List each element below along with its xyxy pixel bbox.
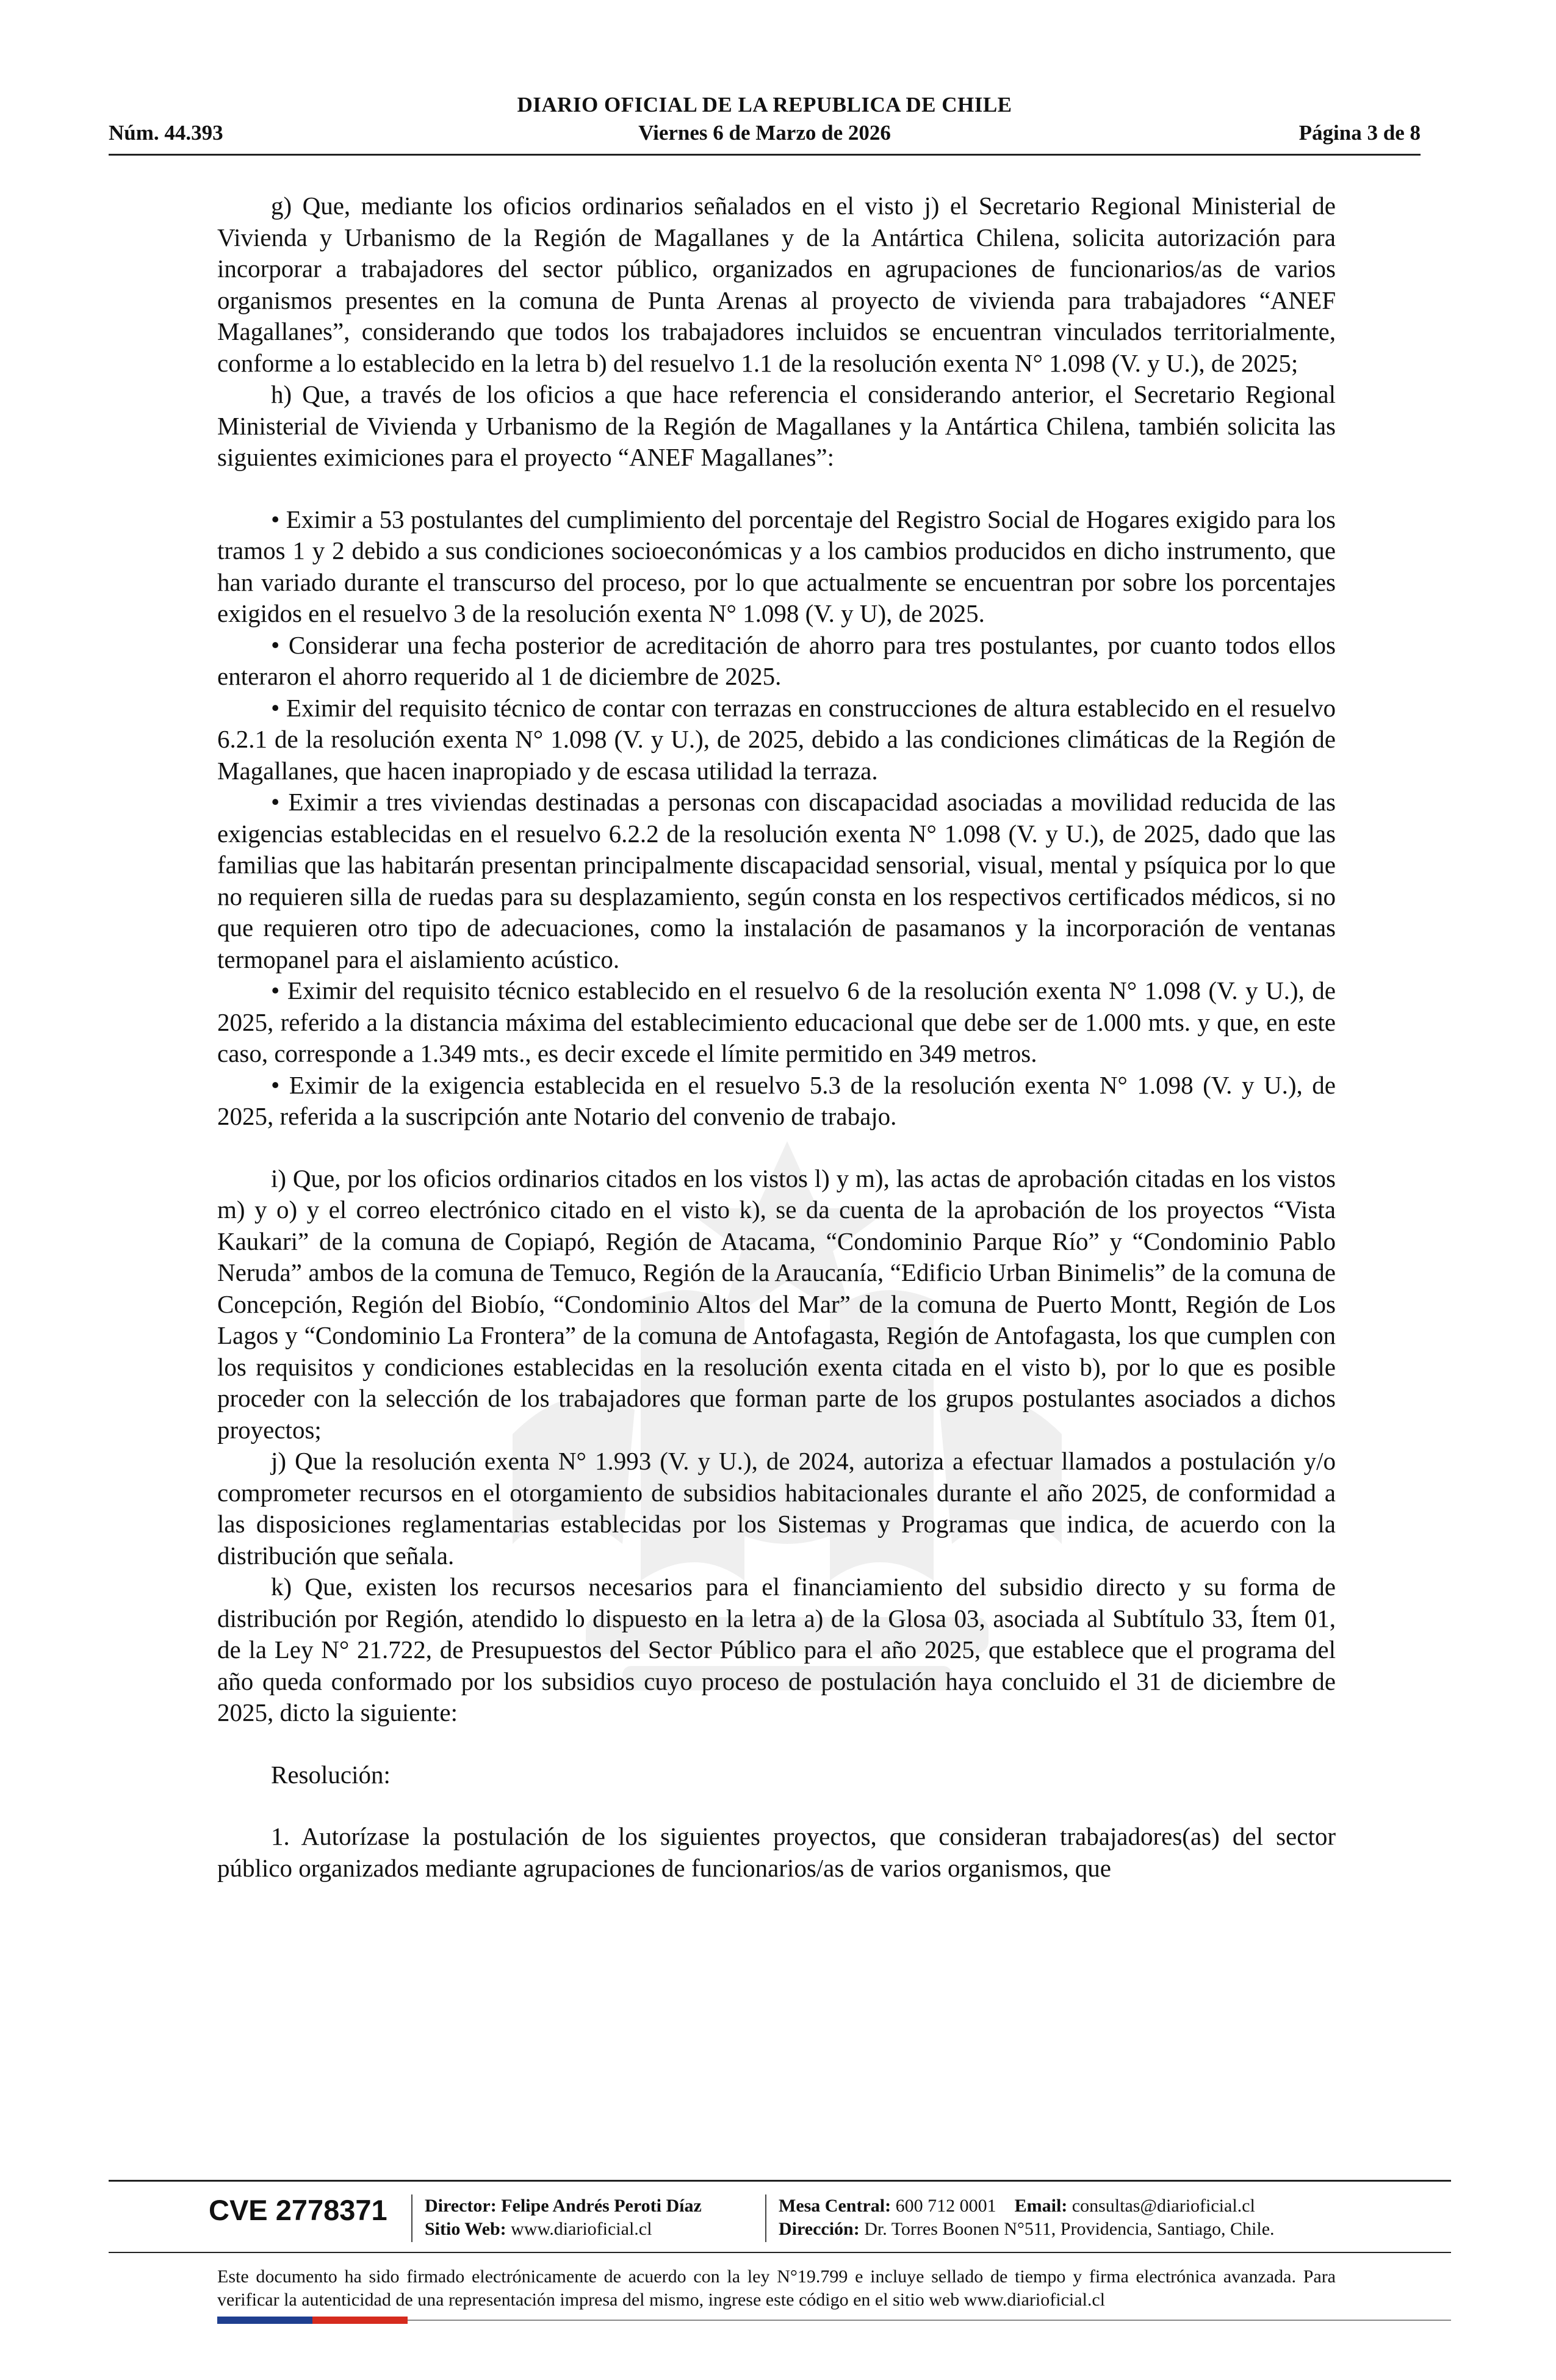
paragraph-i: i) Que, por los oficios ordinarios citados en los vistos l) y m), las actas de aprobación citadas en los vistos m) y o) y el correo electrónico citado en el visto k), se da cuenta de la aprobación de los proyectos “Vista Kaukari” de la comuna de Copiapó, Región de Atacama, “Condominio Parque Río” y “Condominio Pablo Neruda” ambos de la comuna de Temuco, Región de la Araucanía, “Edificio Urban Binimelis” de la comuna de Concepción, Región del Biobío, “Condominio Altos del Mar” de la comuna de Puerto Montt, Región de Los Lagos y “Condominio La Frontera” de la comuna de Antofagasta, Región de Antofagasta, los que cumplen con los requisitos y condiciones establecidas en la resolución exenta citada en el visto b), por lo que es posible proceder con la selección de los trabajadores que forman parte de los grupos postulantes asociados a dichos proyectos; [217, 1164, 1336, 1444]
email-link[interactable]: consultas@diarioficial.cl [1072, 2196, 1255, 2216]
address-label: Dirección: [779, 2219, 860, 2239]
footer-contact-block [779, 2194, 1275, 2241]
footer-director-block [425, 2194, 702, 2241]
spacer [217, 1790, 1336, 1821]
footer-bottom-line [408, 2320, 1451, 2321]
cve-code: CVE 2778371 [209, 2194, 387, 2226]
flag-stripe [217, 2317, 408, 2324]
paragraph-g: g) Que, mediante los oficios ordinarios señalados en el visto j) el Secretario Regional Ministerial de Vivienda y Urbanismo de la Región de Magallanes y de la Antártica Chilena, solicita autorización para incorporar a trabajadores del sector público, organizados en agrupaciones de funcionarios/as de varios organismos presentes en la comuna de Punta Arenas al proyecto de vivienda para trabajadores “ANEF Magallanes”, considerando que todos los trabajadores incluidos se encuentran vinculados territorialmente, conforme a lo establecido en la letra b) del resuelvo 1.1 de la resolución exenta N° 1.098 (V. y U.), de 2025; [217, 192, 1336, 377]
director-label: Director: [425, 2196, 497, 2216]
bullet-item: • Eximir de la exigencia establecida en el resuelvo 5.3 de la resolución exenta N° 1.098 (V. y U.), de 2025, referida a la suscripción ante Notario del convenio de trabajo. [217, 1070, 1336, 1130]
paragraph-j: j) Que la resolución exenta N° 1.993 (V. y U.), de 2024, autoriza a efectuar llamados a postulación y/o comprometer recursos en el otorgamiento de subsidios habitacionales durante el año 2025, de conformidad a las disposiciones reglamentarias establecidas por los Sistemas y Programas que indica, de acuerdo con la distribución que señala. [217, 1447, 1336, 1570]
issue-date: Viernes 6 de Marzo de 2026 [638, 121, 891, 145]
header-divider [109, 154, 1421, 156]
paragraph-h: h) Que, a través de los oficios a que hace referencia el considerando anterior, el Secretario Regional Ministerial de Vivienda y Urbanismo de la Región de Magallanes y la Antártica Chilena, también solicita las siguientes eximiciones para el proyecto “ANEF Magallanes”: [217, 380, 1336, 471]
footer-separator [411, 2194, 412, 2242]
paragraph-k: k) Que, existen los recursos necesarios para el financiamiento del subsidio directo y su forma de distribución por Región, atendido lo dispuesto en la letra a) de la Glosa 03, asociada al Subtítulo 33, Ítem 01, de la Ley N° 21.722, de Presupuestos del Sector Público para el año 2025, que establece que el programa del año queda conformado por los subsidios cuyo proceso de postulación haya concluido el 31 de diciembre de 2025, dicto la siguiente: [217, 1573, 1336, 1726]
spacer [217, 1133, 1336, 1163]
issue-number: Núm. 44.393 [109, 121, 223, 145]
page-indicator: Página 3 de 8 [1298, 121, 1421, 145]
publication-title: DIARIO OFICIAL DE LA REPUBLICA DE CHILE [517, 93, 1012, 117]
spacer [217, 1729, 1336, 1759]
footer-divider [109, 2180, 1451, 2182]
document-body [217, 190, 1336, 1884]
resolution-heading: Resolución: [271, 1760, 391, 1789]
footer-separator [765, 2194, 766, 2242]
bullet-item: • Considerar una fecha posterior de acreditación de ahorro para tres postulantes, por cuanto todos ellos enteraron el ahorro requerido al 1 de diciembre de 2025. [217, 630, 1336, 690]
phone-label: Mesa Central: [779, 2196, 891, 2216]
website-link[interactable]: www.diarioficial.cl [511, 2219, 652, 2239]
header-row [109, 121, 1421, 149]
bullet-item: • Eximir a 53 postulantes del cumplimiento del porcentaje del Registro Social de Hogares exigido para los tramos 1 y 2 debido a sus condiciones socioeconómicas y a los cambios producidos en dicho instrumento, que han variado durante el transcurso del proceso, por lo que actualmente se encuentran por sobre los porcentajes exigidos en el resuelvo 3 de la resolución exenta N° 1.098 (V. y U), de 2025. [217, 505, 1336, 627]
address-text: Dr. Torres Boonen N°511, Providencia, Santiago, Chile. [864, 2219, 1275, 2239]
email-label: Email: [1014, 2196, 1068, 2216]
footer-divider [109, 2252, 1451, 2253]
phone-number: 600 712 0001 [895, 2196, 996, 2216]
flag-red-segment [312, 2317, 408, 2324]
director-name: Felipe Andrés Peroti Díaz [501, 2196, 702, 2216]
bullet-item: • Eximir del requisito técnico de contar con terrazas en construcciones de altura establecido en el resuelvo 6.2.1 de la resolución exenta N° 1.098 (V. y U.), de 2025, debido a las condiciones climáticas de la Región de Magallanes, que hacen inapropiado y de escasa utilidad la terraza. [217, 693, 1336, 785]
bullet-item: • Eximir a tres viviendas destinadas a personas con discapacidad asociadas a movilidad reducida de las exigencias establecidas en el resuelvo 6.2.2 de la resolución exenta N° 1.098 (V. y U.), de 2025, dado que las familias que las habitarán presentan principalmente discapacidad sensorial, visual, mental y psíquica por lo que no requieren silla de ruedas para su desplazamiento, según consta en los respectivos certificados médicos, si no que requieren otro tipo de adecuaciones, como la instalación de pasamanos y la incorporación de ventanas termopanel para el aislamiento acústico. [217, 788, 1336, 973]
spacer [217, 474, 1336, 504]
resolution-item-1: 1. Autorízase la postulación de los siguientes proyectos, que consideran trabajadores(as) del sector público organizados mediante agrupaciones de funcionarios/as de varios organismos, que [217, 1822, 1336, 1882]
website-label: Sitio Web: [425, 2219, 506, 2239]
flag-blue-segment [217, 2317, 312, 2324]
bullet-item: • Eximir del requisito técnico establecido en el resuelvo 6 de la resolución exenta N° 1.098 (V. y U.), de 2025, referido a la distancia máxima del establecimiento educacional que debe ser de 1.000 mts. y que, en este caso, corresponde a 1.349 mts., es decir excede el límite permitido en 349 metros. [217, 976, 1336, 1067]
signature-note: Este documento ha sido firmado electrónicamente de acuerdo con la ley N°19.799 e incluye sellado de tiempo y firma electrónica avanzada. Para verificar la autenticidad de una representación impresa del mismo, ingrese este código en el sitio web www.diarioficial.cl [217, 2266, 1336, 2310]
